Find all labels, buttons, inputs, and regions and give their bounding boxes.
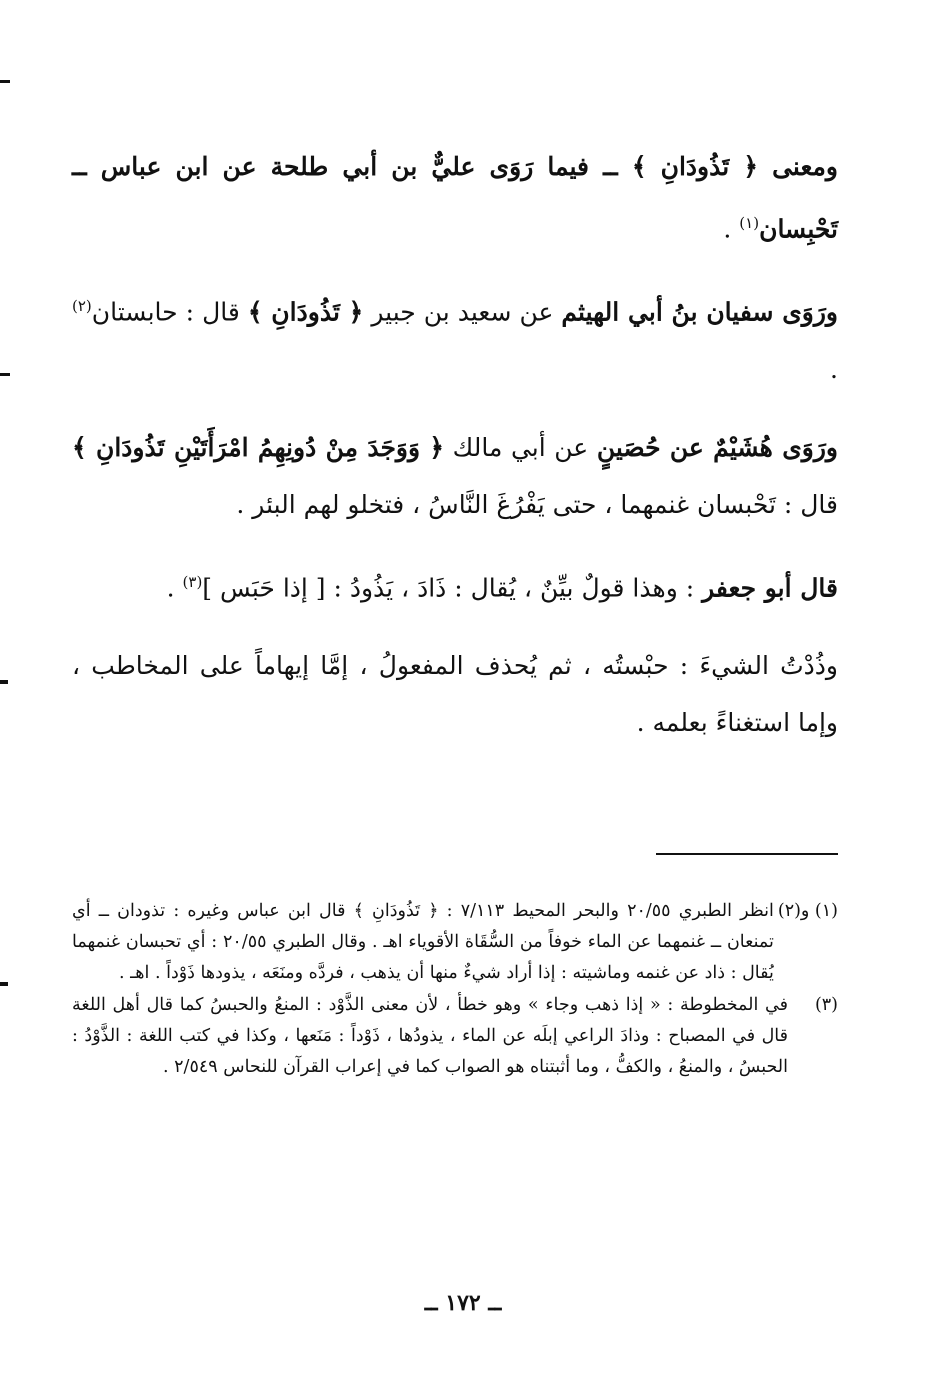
text-run: ﴿ تَذُودَانِ ﴾ (247, 297, 364, 327)
scan-edge-mark (0, 373, 10, 376)
text-run: ورَوَى هُشَيْمٌ عن حُصَينٍ (596, 432, 838, 462)
footnote-3 (72, 990, 838, 1083)
text-run: عن أبي مالك (444, 432, 597, 462)
text-run: قال : حابستان (91, 297, 248, 327)
text-run: عن سعيد بن جبير (363, 297, 562, 327)
footnote-number: (١) و(٢) (777, 901, 838, 921)
footnote-ref: (٢) (72, 297, 92, 316)
text-run: . (723, 214, 740, 244)
paragraph-1 (72, 138, 838, 257)
text-run: ﴿ وَوَجَدَ مِنْ دُونِهِمُ امْرَأَتَيْنِ تَذُودَانِ ﴾ (72, 432, 445, 462)
footnote-1-2 (72, 896, 838, 989)
footnote-number: (٣) (814, 995, 838, 1015)
scan-edge-mark (0, 80, 10, 83)
main-text (72, 138, 838, 772)
scan-edge-mark (0, 680, 8, 684)
text-run: قال : تَحْبسان غنمهما ، حتى يَفْرُغَ النَّاسُ ، فتخلو لهم البئر . (236, 489, 838, 519)
paragraph-2 (72, 278, 838, 397)
text-run: ومعنى ﴿ تَذُودَانِ ﴾ ــ فيما رَوَى عليٌّ بن أبي طلحة عن ابن عباس ــ تَحْبِسان (72, 152, 838, 244)
page-number: ــ ١٧٢ ــ (424, 1290, 502, 1316)
text-run: . (830, 354, 838, 384)
footnote-text: انظر الطبري ٢٠/٥٥ والبحر المحيط ٧/١١٣ : ﴿ تَذُودَانِ ﴾ قال ابن عباس وغيره : تذودان ــ أي تمنعان ــ غنمهما عن الماء خوفاً من السُّقَاة الأقوياء اهـ . وقال الطبري ٢٠/٥٥ : أي تحبسان غنمهما يُقال : ذاد عن غنمه وماشيته : إذا أراد شيءٌ منها أن يذهب ، فردَّه ومنَعَه ، يذودها ذَوْداً . اهـ . (72, 901, 774, 983)
footnotes (72, 896, 838, 1084)
text-run: ورَوَى سفيان بنُ أبي الهيثم (561, 297, 838, 327)
paragraph-3 (72, 419, 838, 533)
text-run: . (166, 572, 183, 602)
paragraph-4 (72, 554, 838, 616)
footnote-ref: (٣) (182, 572, 203, 591)
text-run: قال أبو جعفر (702, 572, 838, 602)
footnote-ref: (١) (739, 214, 760, 232)
footnote-separator (656, 853, 838, 855)
footnote-text: في المخطوطة : « إذا ذهب وجاء » وهو خطأ ، لأن معنى الذَّوْد : المنعُ والحبسُ كما قال أهل اللغة قال في المصباح : وذادَ الراعي إبلَه عن الماء ، يذودُها ، ذَوْداً : مَنَعها ، وكذا في كتب اللغة : الذَّوْدُ : الحبسُ ، والمنعُ ، والكفُّ ، وما أثبتناه هو الصواب كما في إعراب القرآن للنحاس ٢/٥٤٩ . (72, 995, 788, 1077)
text-run: وذُدْتُ الشيءَ : حبْستُه ، ثم يُحذف المفعولُ ، إمَّا إيهاماً على المخاطب ، وإما استغناءً بعلمه . (72, 650, 838, 737)
paragraph-5 (72, 637, 838, 751)
scan-edge-mark (0, 982, 8, 986)
text-run: : وهذا قولٌ بيِّنٌ ، يُقال : ذَادَ ، يَذُودُ : [ إذا حَبَس ] (202, 572, 703, 602)
